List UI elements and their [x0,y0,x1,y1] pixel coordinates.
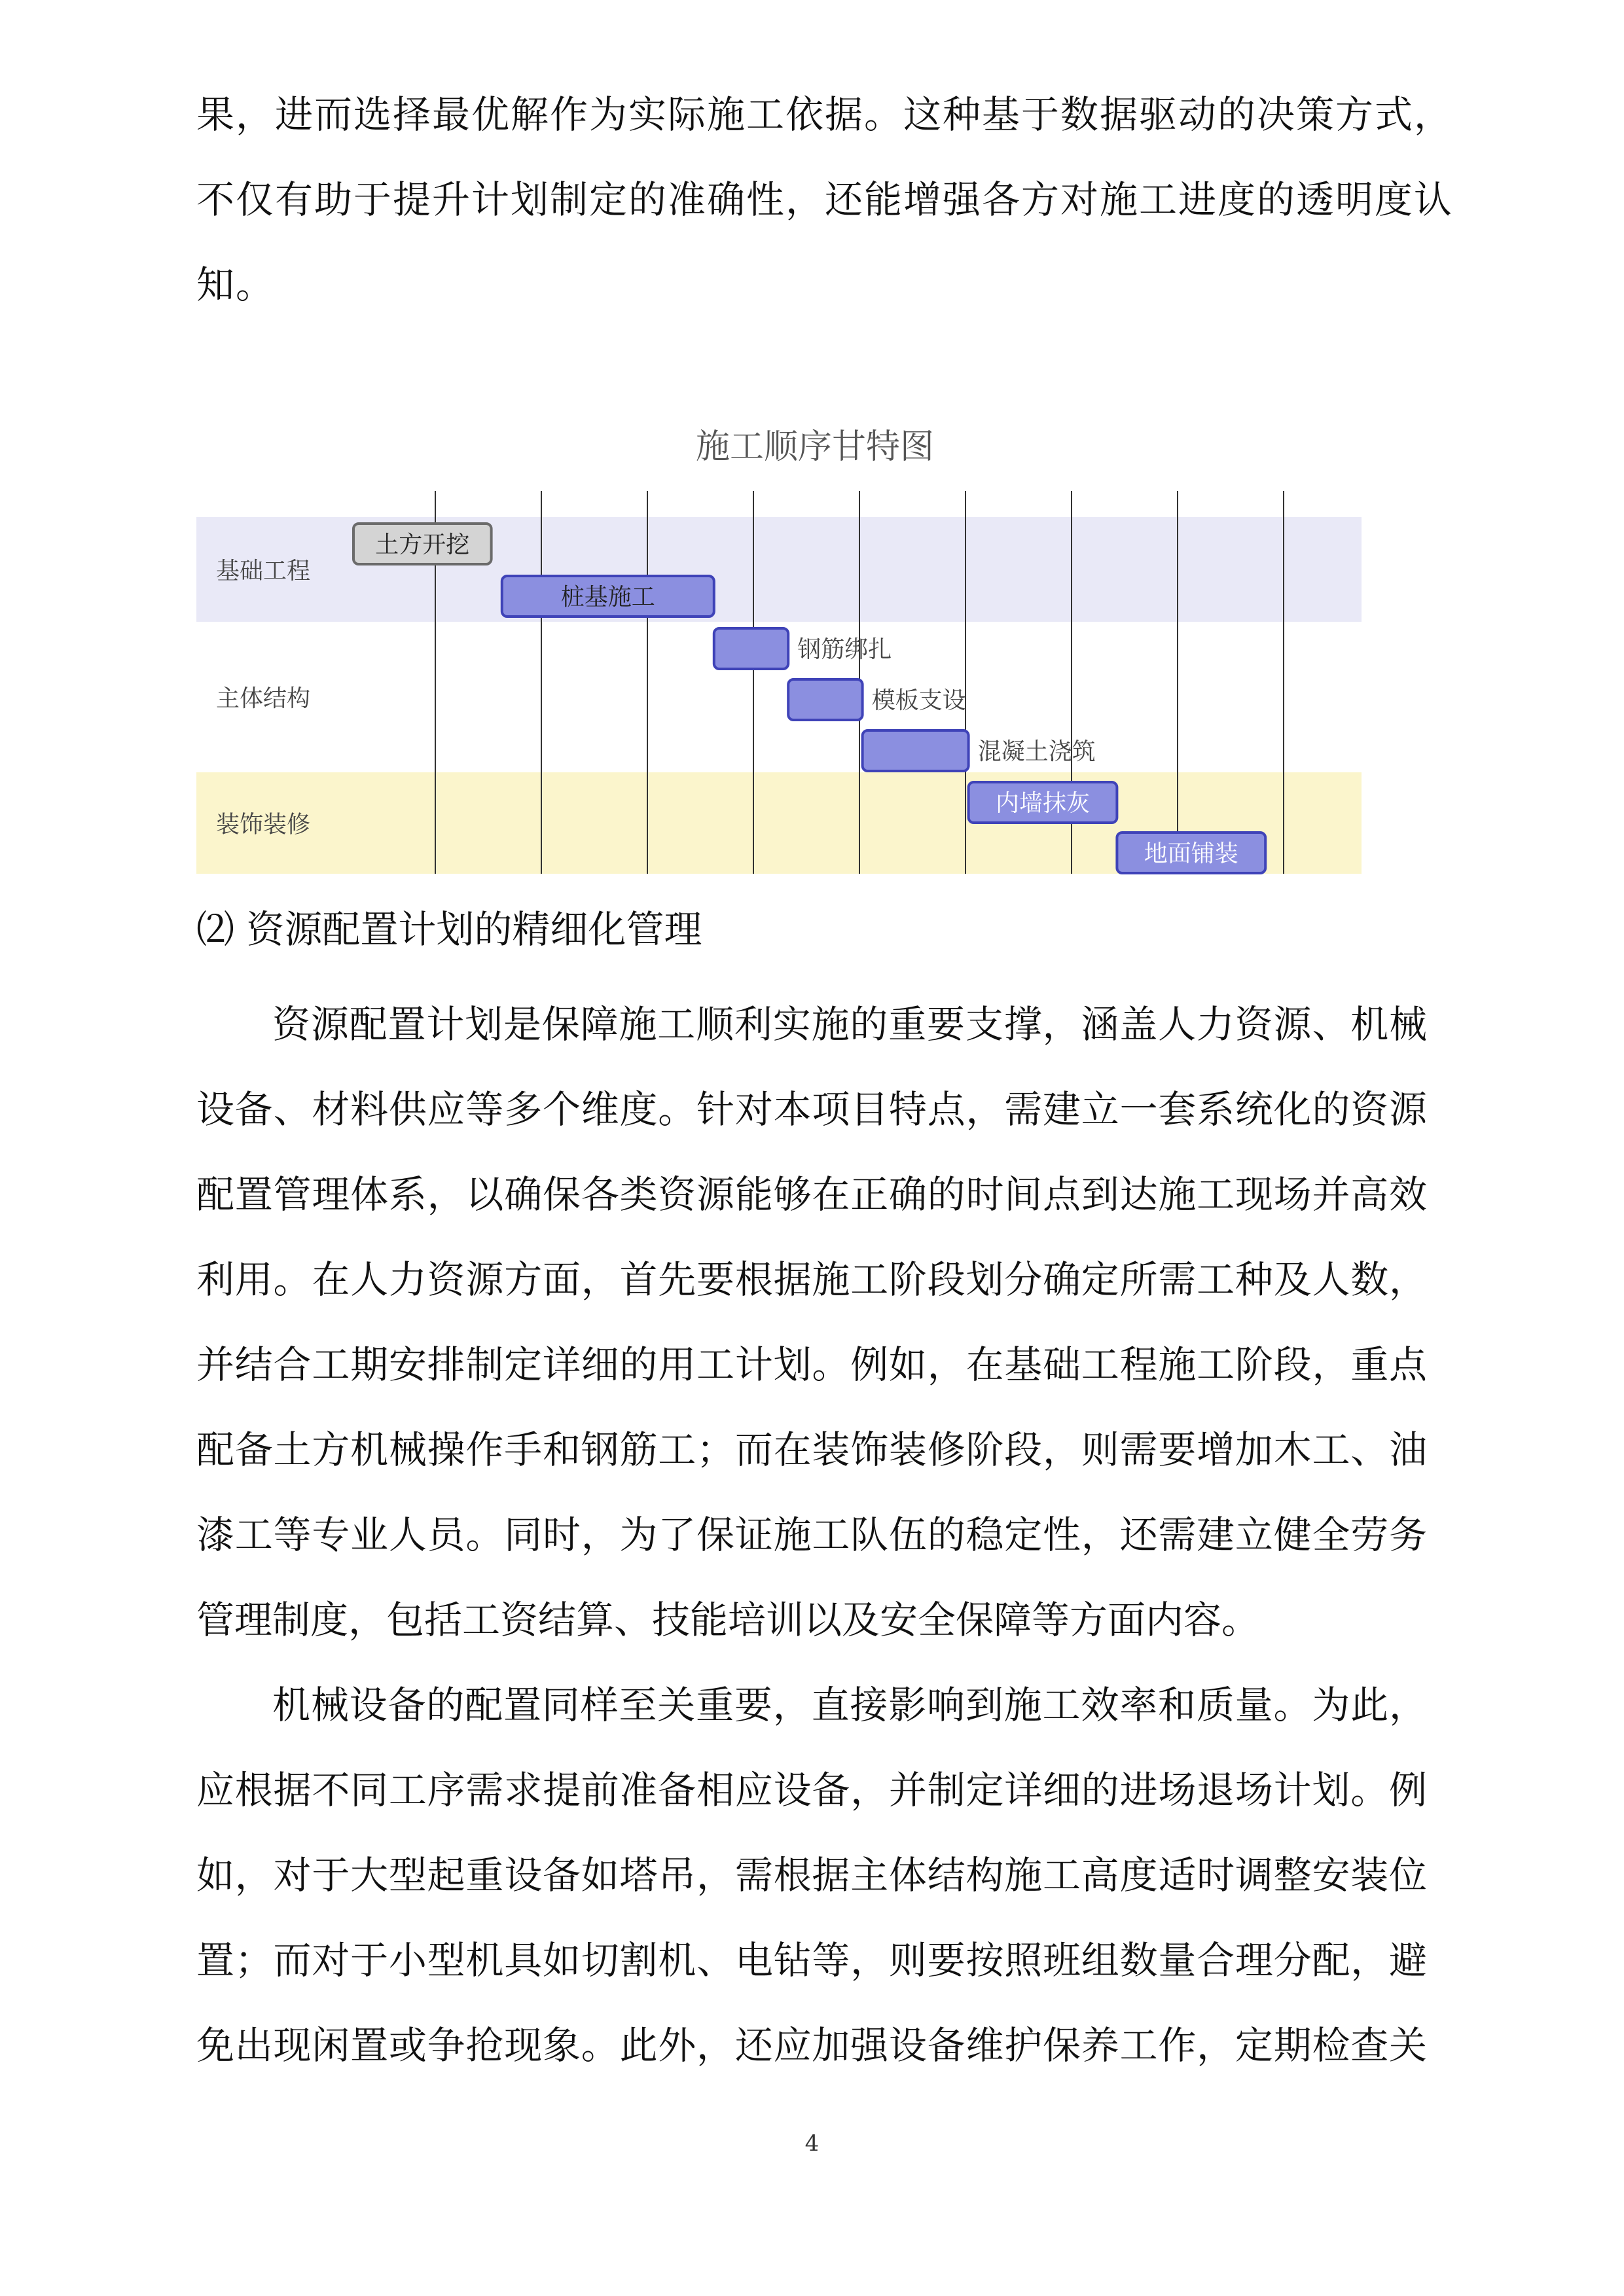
paragraph-line: 免出现闲置或争抢现象。此外，还应加强设备维护保养工作，定期检查关 [196,2023,1427,2068]
task-bar [788,679,862,720]
paragraph-line: 漆工等专业人员。同时，为了保证施工队伍的稳定性，还需建立健全劳务 [196,1513,1427,1557]
paragraph-line: 利用。在人力资源方面，首先要根据施工阶段划分确定所需工种及人数， [196,1257,1427,1302]
task-label: 钢筋绑扎 [797,636,892,663]
task-label: 混凝土浇筑 [977,738,1096,765]
paragraph-intro [196,72,1454,327]
paragraph-line: 应根据不同工序需求提前准备相应设备，并制定详细的进场退场计划。例 [196,1768,1427,1812]
paragraph-line: 不仅有助于提升计划制定的准确性，还能增强各方对施工进度的透明度认 [196,177,1454,222]
chart-title: 施工顺序甘特图 [695,427,935,467]
task-label: 土方开挖 [375,531,470,558]
group-label: 主体结构 [216,685,311,712]
paragraph-line: 资源配置计划是保障施工顺利实施的重要支撑，涵盖人力资源、机械 [272,1002,1427,1047]
paragraph-line: 配备土方机械操作手和钢筋工；而在装饰装修阶段，则需要增加木工、油 [196,1427,1427,1472]
paragraph-line: 机械设备的配置同样至关重要，直接影响到施工效率和质量。为此， [272,1683,1427,1727]
task-label: 模板支设 [871,687,966,714]
paragraph-line: 知。 [196,262,276,307]
task-bar [714,628,788,669]
paragraph-resources [196,982,1427,1662]
paragraph-line: 如，对于大型起重设备如塔吊，需根据主体结构施工高度适时调整安装位 [196,1853,1427,1897]
paragraph-line: 设备、材料供应等多个维度。针对本项目特点，需建立一套系统化的资源 [196,1087,1427,1132]
paragraph-equipment [196,1662,1427,2088]
task-label: 桩基施工 [560,584,655,611]
paragraph-line: 置；而对于小型机具如切割机、电钻等，则要按照班组数量合理分配，避 [196,1938,1427,1982]
task-label: 内墙抹灰 [995,790,1091,817]
paragraph-line: 管理制度，包括工资结算、技能培训以及安全保障等方面内容。 [196,1598,1260,1642]
group-label: 基础工程 [216,558,311,584]
paragraph-line: 果，进而选择最优解作为实际施工依据。这种基于数据驱动的决策方式， [196,92,1454,137]
paragraph-line: 配置管理体系，以确保各类资源能够在正确的时间点到达施工现场并高效 [196,1172,1427,1217]
page-number: 4 [804,2130,820,2157]
task-bar [863,730,969,771]
group-label: 装饰装修 [216,811,311,838]
section-heading: ⑵ 资源配置计划的精细化管理 [196,907,702,952]
group-bands [196,517,1362,874]
gantt-chart [196,419,1368,890]
paragraph-line: 并结合工期安排制定详细的用工计划。例如，在基础工程施工阶段，重点 [196,1342,1427,1387]
task-label: 地面铺装 [1144,840,1238,867]
